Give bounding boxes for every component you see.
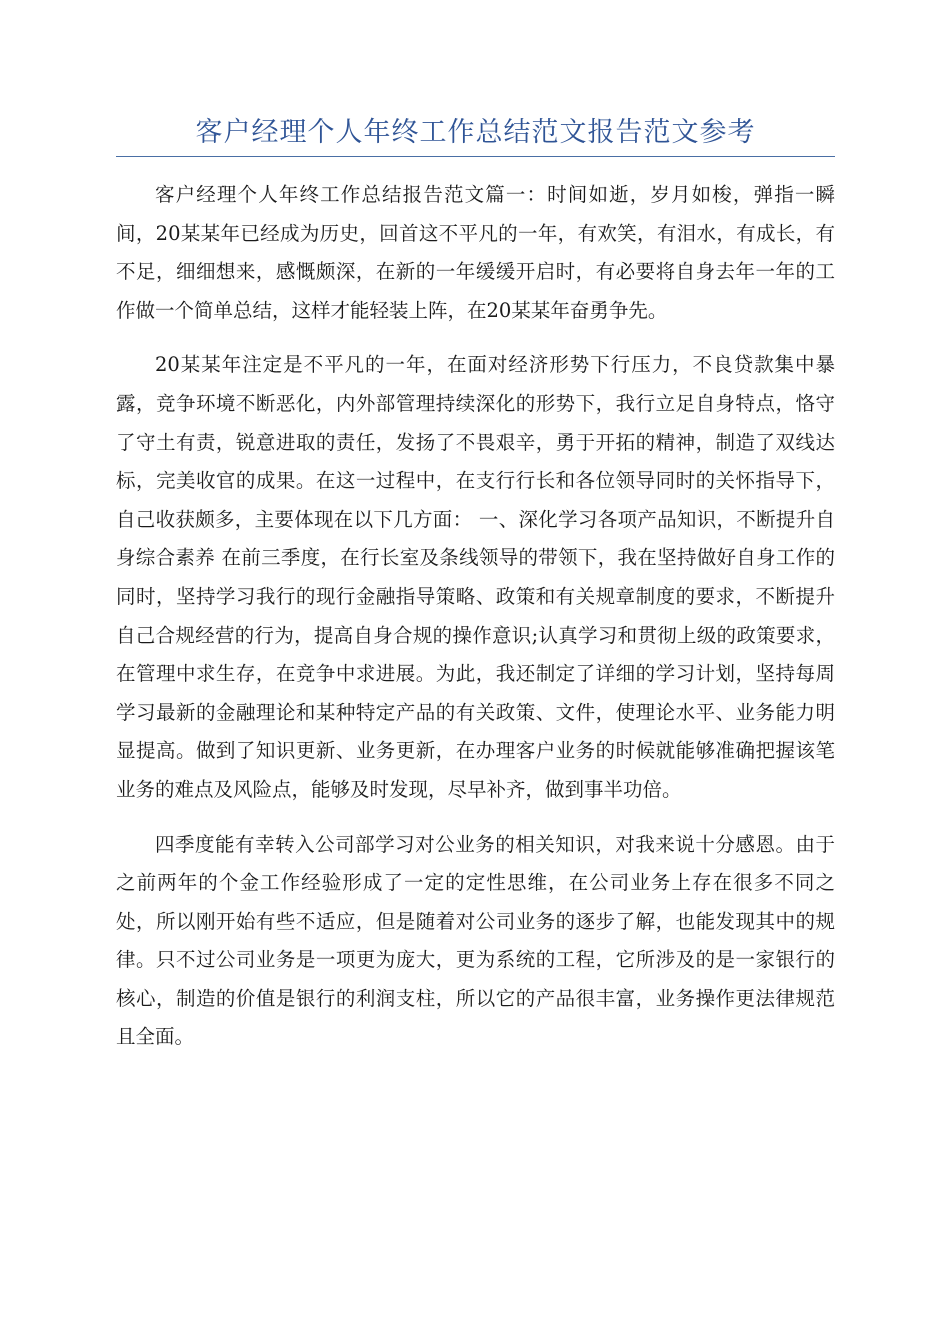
paragraph-2: 20某某年注定是不平凡的一年，在面对经济形势下行压力，不良贷款集中暴露，竞争环境不断恶化，内外部管理持续深化的形势下，我行立足自身特点，恪守了守土有责，锐意进取的责任，发扬了不畏艰辛，勇于开拓的精神，制造了双线达标，完美收官的成果。在这一过程中，在支行行长和各位领导同时的关怀指导下，自己收获颇多，主要体现在以下几方面： 一、深化学习各项产品知识，不断提升自身综合素养 在前三季度，在行长室及条线领导的带领下，我在坚持做好自身工作的同时，坚持学习我行的现行金融指导策略、政策和有关规章制度的要求，不断提升自己合规经营的行为，提高自身合规的操作意识;认真学习和贯彻上级的政策要求，在管理中求生存，在竞争中求进展。为此，我还制定了详细的学习计划，坚持每周学习最新的金融理论和某种特定产品的有关政策、文件，使理论水平、业务能力明显提高。做到了知识更新、业务更新，在办理客户业务的时候就能够准确把握该笔业务的难点及风险点，能够及时发现，尽早补齐，做到事半功倍。 — [116, 353, 835, 801]
paragraph-3: 四季度能有幸转入公司部学习对公业务的相关知识，对我来说十分感恩。由于之前两年的个金工作经验形成了一定的定性思维，在公司业务上存在很多不同之处，所以刚开始有些不适应，但是随着对公司业务的逐步了解，也能发现其中的规律。只不过公司业务是一项更为庞大，更为系统的工程，它所涉及的是一家银行的核心，制造的价值是银行的利润支柱，所以它的产品很丰富，业务操作更法律规范且全面。 — [116, 832, 835, 1049]
title-block — [116, 110, 835, 157]
paragraph-1: 客户经理个人年终工作总结报告范文篇一：时间如逝，岁月如梭，弹指一瞬间，20某某年已经成为历史，回首这不平凡的一年，有欢笑，有泪水，有成长，有不足，细细想来，感慨颇深，在新的一年缓缓开启时，有必要将自身去年一年的工作做一个简单总结，这样才能轻装上阵，在20某某年奋勇争先。 — [116, 183, 835, 322]
document-body — [116, 176, 835, 1073]
page-title: 客户经理个人年终工作总结范文报告范文参考 — [195, 117, 756, 148]
